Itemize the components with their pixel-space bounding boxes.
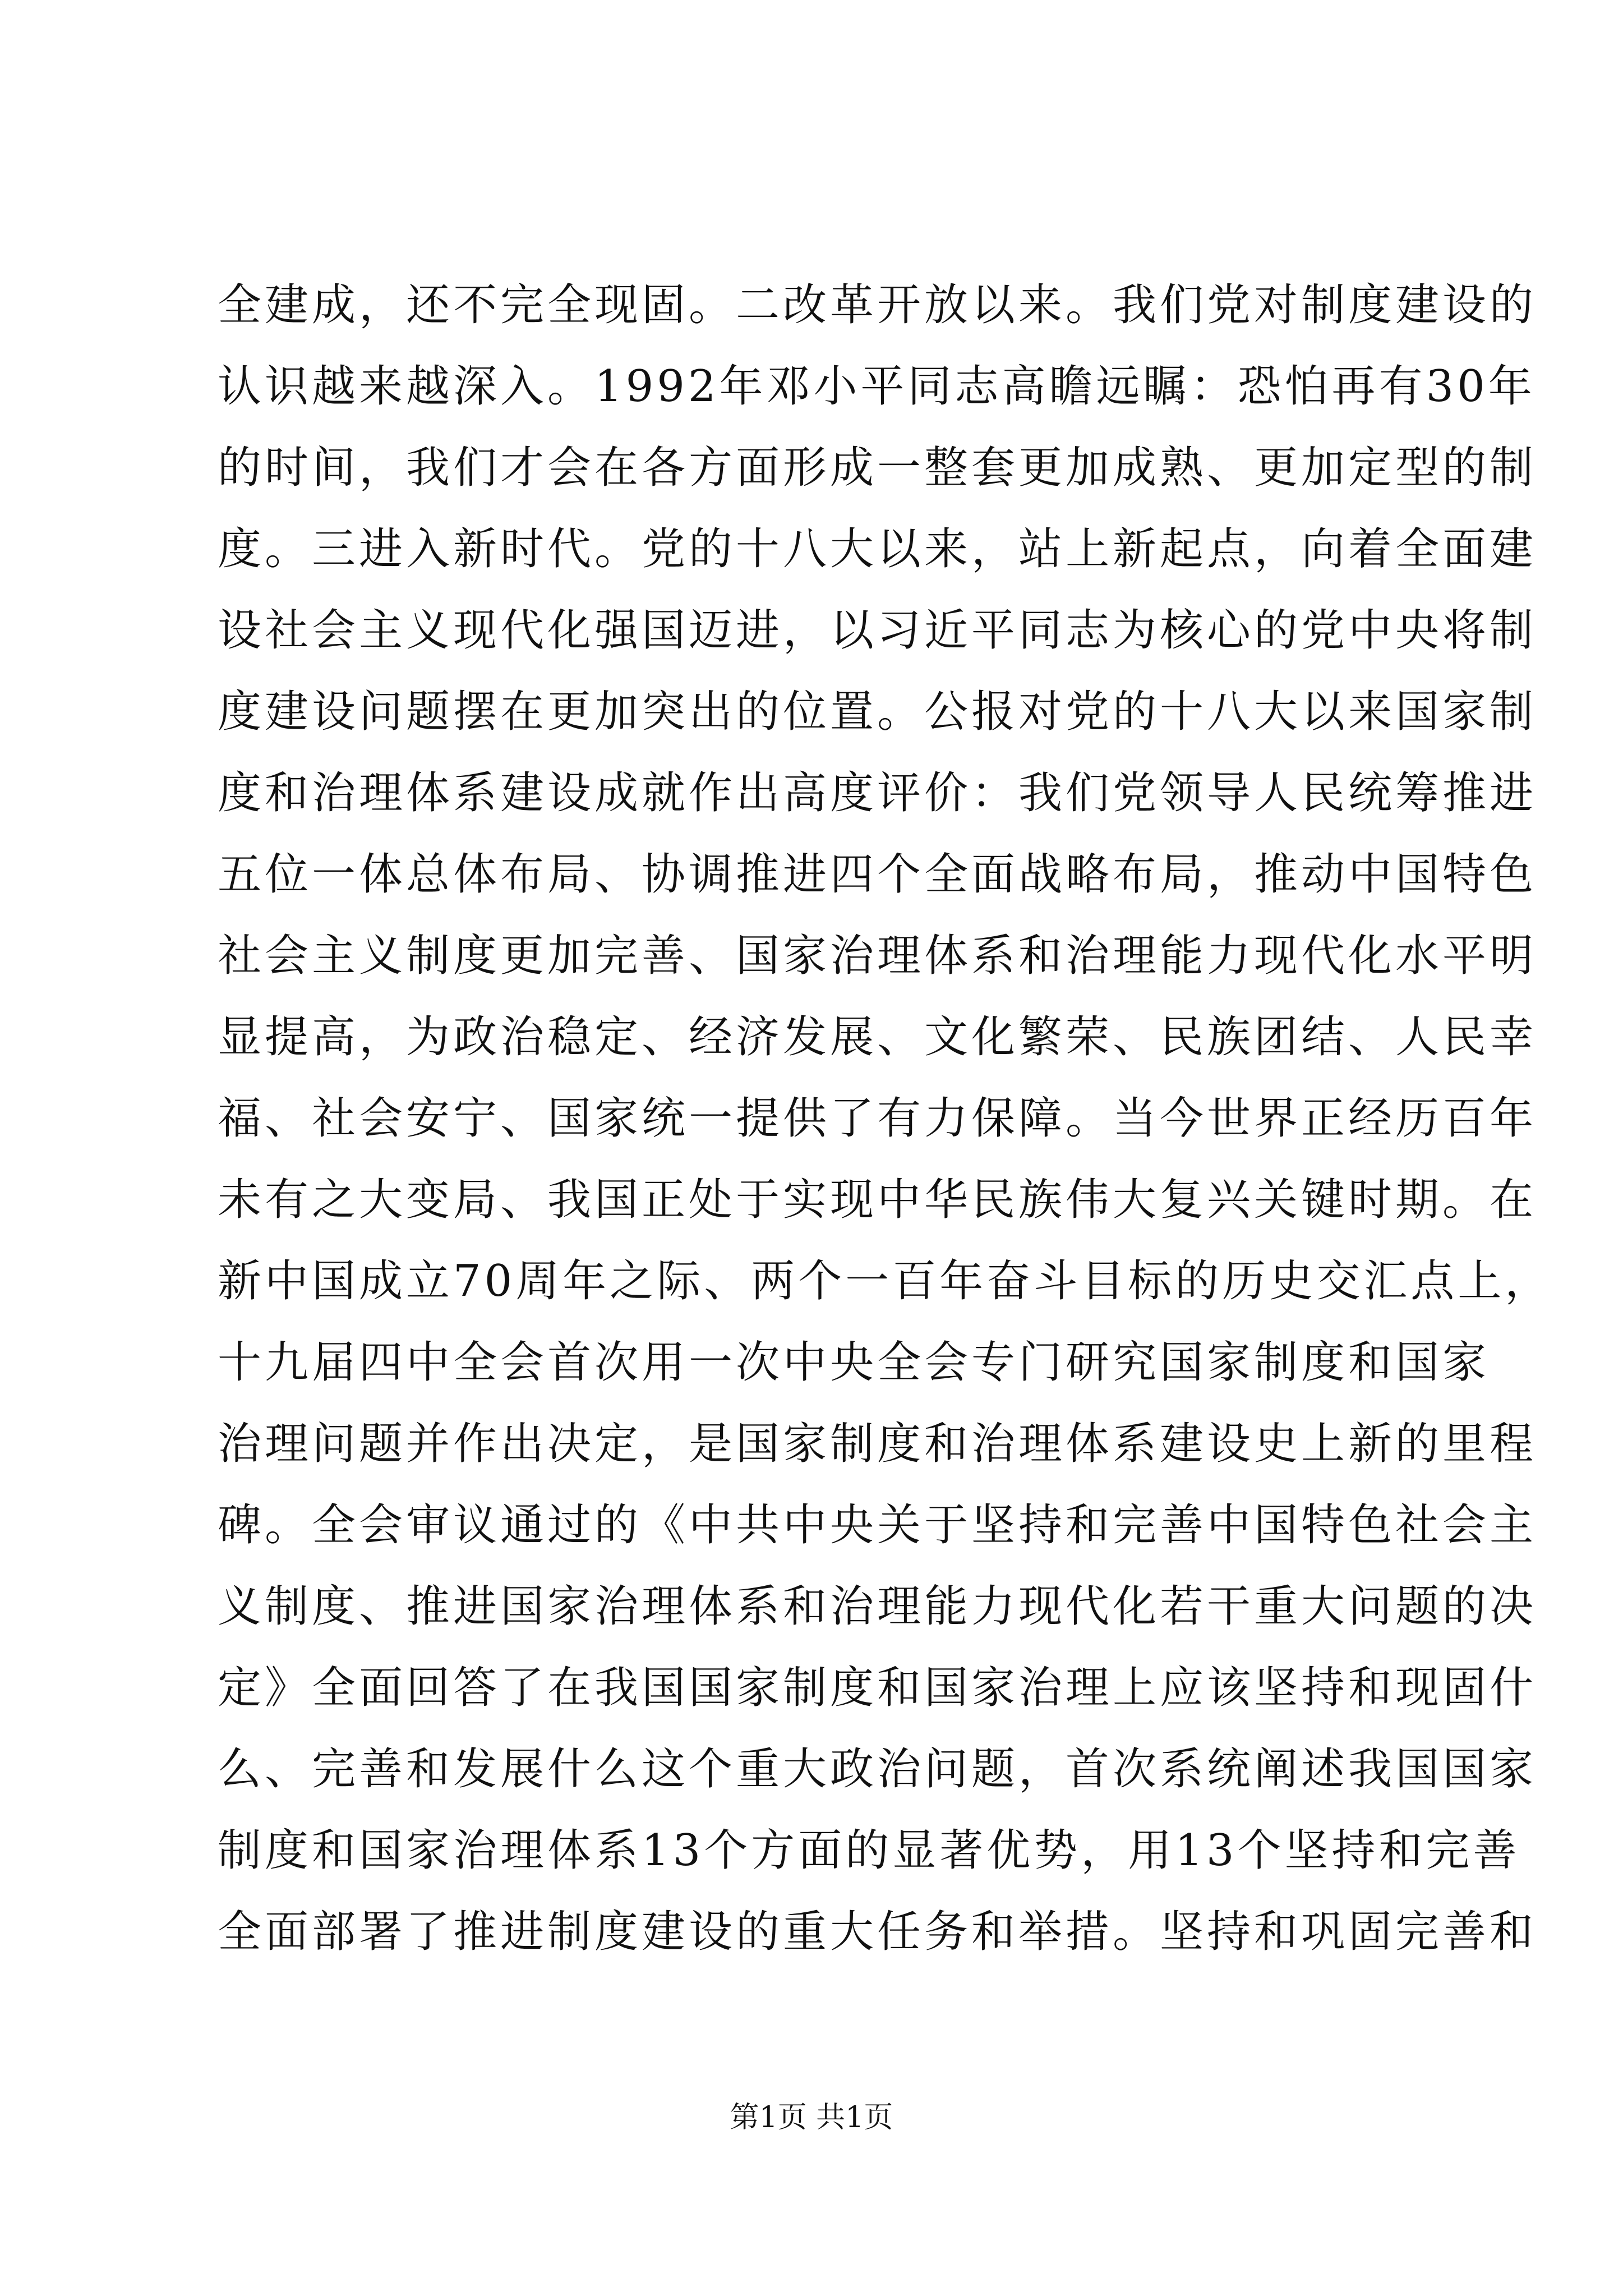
text-line: 度和治理体系建设成就作出高度评价：我们党领导人民统筹推进 [218, 768, 1537, 818]
page-number: 第1页 共1页 [730, 2101, 893, 2134]
text-line: 碑。全会审议通过的《中共中央关于坚持和完善中国特色社会主 [218, 1500, 1537, 1550]
text-line: 定》全面回答了在我国国家制度和国家治理上应该坚持和现固什 [218, 1663, 1537, 1713]
text-line: 的时间，我们才会在各方面形成一整套更加成熟、更加定型的制 [218, 443, 1537, 493]
text-line: 十九届四中全会首次用一次中央全会专门研究国家制度和国家 [218, 1337, 1490, 1388]
text-line: 制度和国家治理体系13个方面的显著优势，用13个坚持和完善 [218, 1825, 1520, 1876]
text-line: 义制度、推进国家治理体系和治理能力现代化若干重大问题的决 [218, 1581, 1537, 1632]
text-line: 社会主义制度更加完善、国家治理体系和治理能力现代化水平明 [218, 931, 1537, 981]
text-line: 全面部署了推进制度建设的重大任务和举措。坚持和巩固完善和 [218, 1907, 1537, 1957]
text-line: 未有之大变局、我国正处于实现中华民族伟大复兴关键时期。在 [218, 1175, 1537, 1225]
text-line: 治理问题并作出决定，是国家制度和治理体系建设史上新的里程 [218, 1419, 1537, 1469]
text-line: 设社会主义现代化强国迈进，以习近平同志为核心的党中央将制 [218, 605, 1537, 656]
text-line: 么、完善和发展什么这个重大政治问题，首次系统阐述我国国家 [218, 1744, 1537, 1795]
page-footer [0, 2098, 1623, 2137]
text-line: 福、社会安宁、国家统一提供了有力保障。当今世界正经历百年 [218, 1093, 1537, 1144]
text-line: 认识越来越深入。1992年邓小平同志高瞻远瞩：恐怕再有30年 [218, 361, 1536, 412]
text-line: 五位一体总体布局、协调推进四个全面战略布局，推动中国特色 [218, 849, 1537, 900]
body-text [218, 265, 1552, 1973]
text-line: 全建成，还不完全现固。二改革开放以来。我们党对制度建设的 [218, 280, 1537, 330]
text-line: 度。三进入新时代。党的十八大以来，站上新起点，向着全面建 [218, 524, 1537, 574]
text-line: 新中国成立70周年之际、两个一百年奋斗目标的历史交汇点上， [218, 1256, 1552, 1306]
text-line: 显提高，为政治稳定、经济发展、文化繁荣、民族团结、人民幸 [218, 1012, 1537, 1062]
text-line: 度建设问题摆在更加突出的位置。公报对党的十八大以来国家制 [218, 687, 1537, 737]
